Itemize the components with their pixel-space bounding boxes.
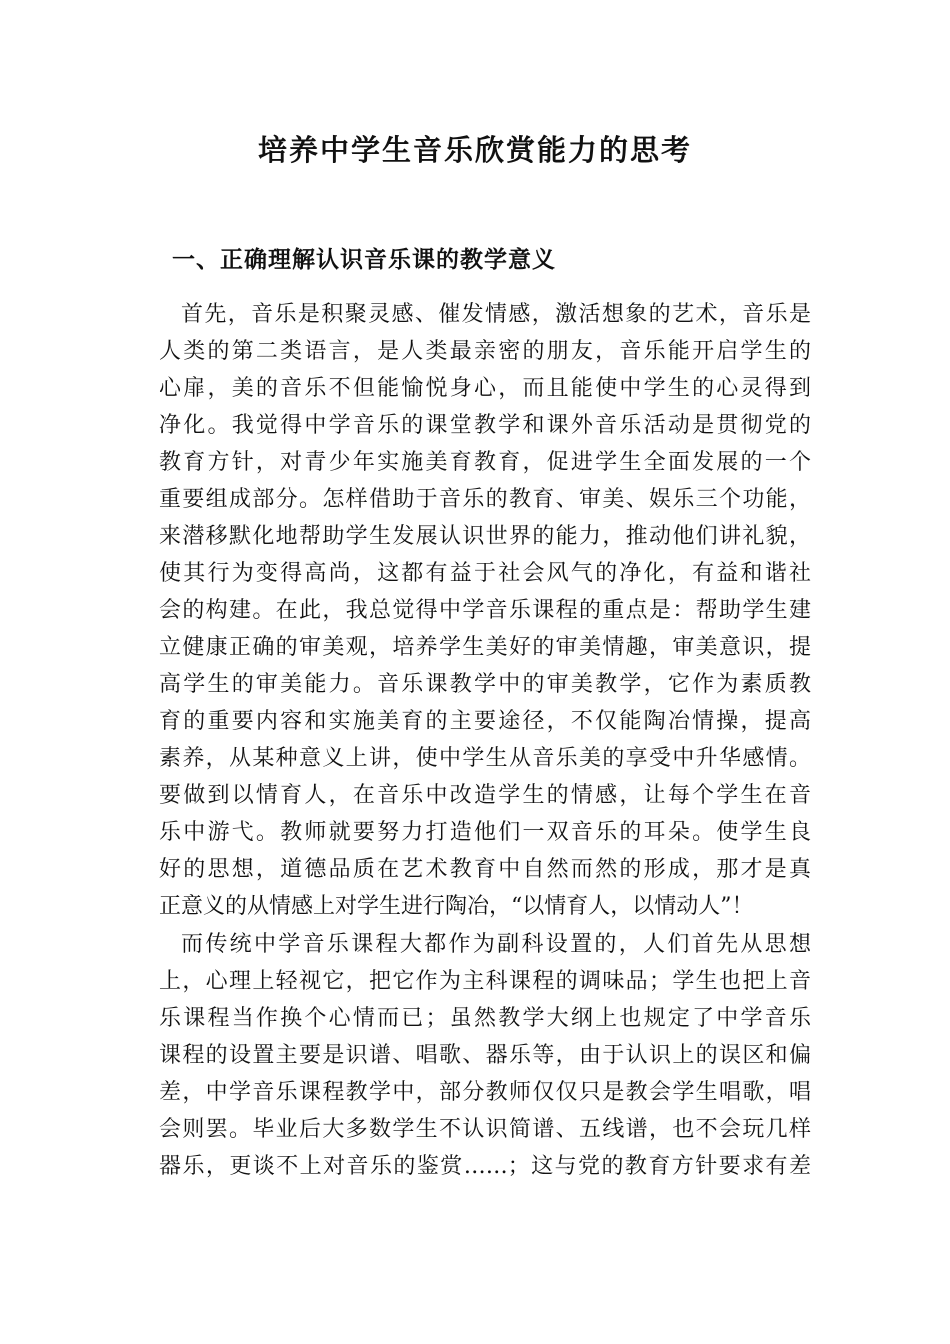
paragraph-line: 乐课程当作换个心情而已；虽然教学大纲上也规定了中学音乐 bbox=[159, 1006, 811, 1031]
paragraph-line: 素养，从某种意义上讲，使中学生从音乐美的享受中升华感情。 bbox=[159, 746, 811, 771]
paragraph-line: 心扉，美的音乐不但能愉悦身心，而且能使中学生的心灵得到 bbox=[159, 376, 811, 401]
paragraph-line: 器乐，更谈不上对音乐的鉴赏……；这与党的教育方针要求有差 bbox=[159, 1154, 811, 1179]
paragraph-line: 好的思想，道德品质在艺术教育中自然而然的形成，那才是真 bbox=[159, 857, 811, 882]
paragraph-line: 会则罢。毕业后大多数学生不认识简谱、五线谱，也不会玩几样 bbox=[159, 1117, 811, 1142]
section-heading: 一、正确理解认识音乐课的教学意义 bbox=[172, 247, 556, 273]
paragraph-line: 人类的第二类语言，是人类最亲密的朋友，音乐能开启学生的 bbox=[159, 339, 811, 364]
paragraph-line: 正意义的从情感上对学生进行陶冶，“以情育人，以情动人”！ bbox=[159, 894, 754, 919]
paragraph-line: 教育方针，对青少年实施美育教育，促进学生全面发展的一个 bbox=[159, 450, 811, 475]
paragraph-2 bbox=[159, 926, 811, 1185]
paragraph-line: 重要组成部分。怎样借助于音乐的教育、审美、娱乐三个功能， bbox=[159, 487, 811, 512]
paragraph-line: 净化。我觉得中学音乐的课堂教学和课外音乐活动是贯彻党的 bbox=[159, 413, 811, 438]
paragraph-line: 差，中学音乐课程教学中，部分教师仅仅只是教会学生唱歌，唱 bbox=[159, 1080, 811, 1105]
paragraph-1 bbox=[159, 296, 811, 925]
paragraph-line: 课程的设置主要是识谱、唱歌、器乐等，由于认识上的误区和偏 bbox=[159, 1043, 811, 1068]
paragraph-line: 而传统中学音乐课程大都作为副科设置的，人们首先从思想 bbox=[181, 932, 811, 957]
document-title: 培养中学生音乐欣赏能力的思考 bbox=[257, 133, 692, 167]
paragraph-line: 首先，音乐是积聚灵感、催发情感，激活想象的艺术，音乐是 bbox=[181, 302, 811, 327]
paragraph-line: 高学生的审美能力。音乐课教学中的审美教学，它作为素质教 bbox=[159, 672, 811, 697]
paragraph-line: 会的构建。在此，我总觉得中学音乐课程的重点是：帮助学生建 bbox=[159, 598, 811, 623]
paragraph-line: 要做到以情育人，在音乐中改造学生的情感，让每个学生在音 bbox=[159, 783, 811, 808]
paragraph-line: 来潜移默化地帮助学生发展认识世界的能力，推动他们讲礼貌， bbox=[159, 524, 811, 549]
paragraph-line: 使其行为变得高尚，这都有益于社会风气的净化，有益和谐社 bbox=[159, 561, 811, 586]
paragraph-line: 乐中游弋。教师就要努力打造他们一双音乐的耳朵。使学生良 bbox=[159, 820, 811, 845]
paragraph-line: 育的重要内容和实施美育的主要途径，不仅能陶冶情操，提高 bbox=[159, 709, 811, 734]
paragraph-line: 上，心理上轻视它，把它作为主科课程的调味品；学生也把上音 bbox=[159, 969, 811, 994]
paragraph-line: 立健康正确的审美观，培养学生美好的审美情趣，审美意识，提 bbox=[159, 635, 811, 660]
